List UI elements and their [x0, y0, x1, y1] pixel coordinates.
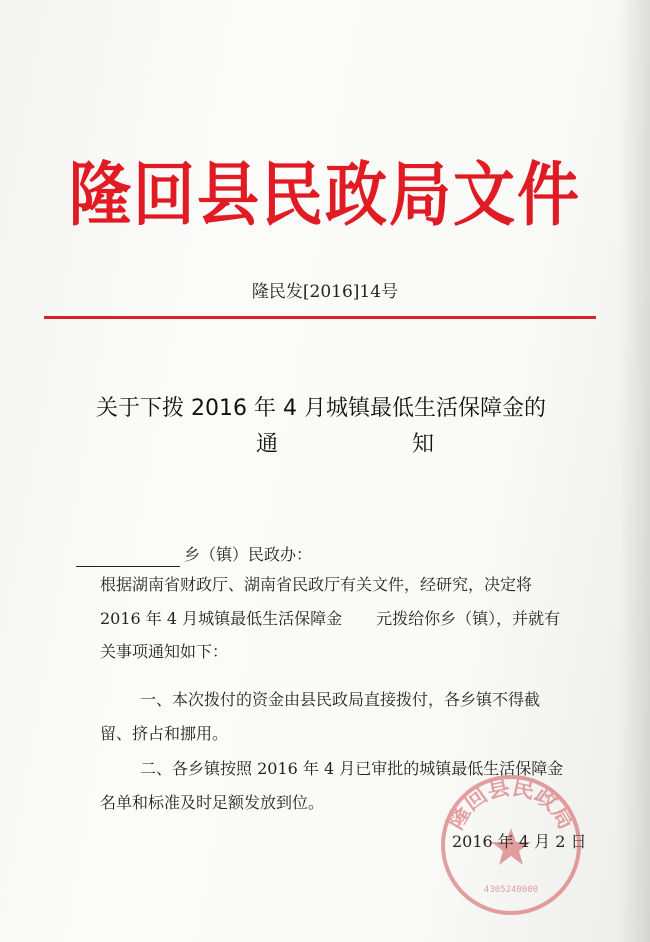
item-2-line-2: 名单和标准及时足额发放到位。	[100, 793, 325, 812]
salutation-text: 乡（镇）民政办：	[184, 545, 313, 564]
subject-char-zhi: 知	[412, 432, 435, 457]
seal-text: 隆回县民政局	[442, 774, 580, 834]
item-1-line-2: 留、挤占和挪用。	[100, 724, 229, 743]
subject-title-line1: 关于下拨 2016 年 4 月城镇最低生活保障金的	[96, 396, 546, 421]
issue-date: 2016 年 4 月 2 日	[452, 832, 587, 851]
item-1-line-1: 一、本次拨付的资金由县民政局直接拨付，各乡镇不得截	[140, 690, 541, 709]
seal-code: 4305240000	[483, 885, 539, 895]
body-paragraph-2-part-a: 2016 年 4 月城镇最低生活保障金	[100, 609, 343, 628]
document-number: 隆民发[2016]14号	[251, 282, 399, 302]
body-paragraph-3: 关事项通知如下：	[100, 642, 229, 661]
body-paragraph-1: 根据湖南省财政厅、湖南省民政厅有关文件，经研究，决定将	[100, 575, 533, 594]
item-2-line-1: 二、各乡镇按照 2016 年 4 月已审批的城镇最低生活保障金	[140, 759, 564, 778]
salutation	[76, 543, 312, 567]
document-header-title: 隆回县民政局文件	[68, 153, 581, 236]
header-red-rule	[44, 316, 596, 319]
page-edge-shadow	[618, 0, 650, 942]
svg-text:隆回县民政局	[442, 774, 579, 833]
body-paragraph-2-part-b: 元拨给你乡（镇），并就有	[376, 609, 561, 628]
salutation-blank-line	[76, 550, 180, 567]
body-paragraph-2	[100, 607, 620, 631]
subject-char-tong: 通	[256, 432, 279, 457]
